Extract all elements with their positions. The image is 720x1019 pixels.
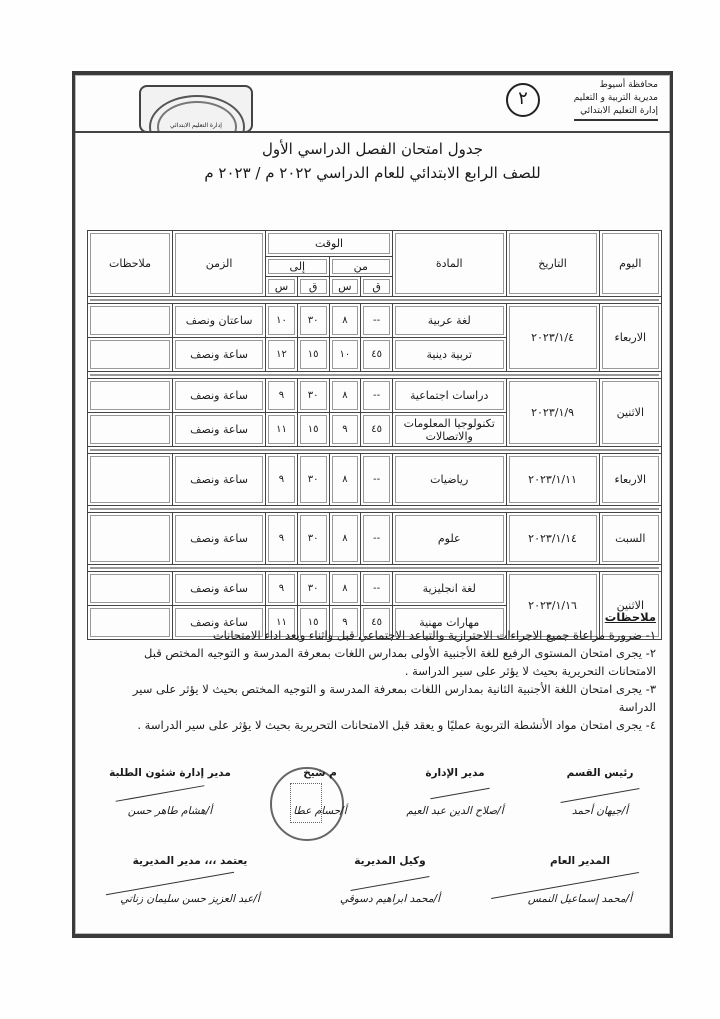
cell-to-minute: ١٥ bbox=[297, 338, 329, 372]
header-from: من bbox=[329, 257, 392, 277]
cell-to-minute: ١٥ bbox=[297, 413, 329, 447]
cell-duration: ساعة ونصف bbox=[173, 606, 266, 640]
cell-from-minute: -- bbox=[361, 572, 393, 606]
directorate: مديرية التربية و التعليم bbox=[573, 93, 658, 103]
separator-cell bbox=[88, 506, 662, 513]
cell-notes bbox=[88, 304, 173, 338]
cell-date: ٢٠٢٣/١/٤ bbox=[506, 304, 599, 372]
cell-subject: رياضيات bbox=[392, 454, 506, 506]
page-number-circle: ٢ bbox=[506, 83, 540, 117]
cell-to-hour: ٩ bbox=[266, 379, 298, 413]
cell-from-minute: -- bbox=[361, 379, 393, 413]
cell-to-hour: ١٠ bbox=[266, 304, 298, 338]
cell-from-hour: ٨ bbox=[329, 572, 361, 606]
header-subject: المادة bbox=[392, 231, 506, 297]
cell-subject: تربية دينية bbox=[392, 338, 506, 372]
header-to-minute: ق bbox=[297, 277, 329, 297]
schedule-body bbox=[88, 297, 662, 640]
cell-date: ٢٠٢٣/١/١٤ bbox=[506, 513, 599, 565]
cell-notes bbox=[88, 413, 173, 447]
row-separator bbox=[88, 447, 662, 454]
cell-day: الاربعاء bbox=[599, 454, 661, 506]
signature-student-affairs-director: مدير إدارة شئون الطلبة أ/هشام طاهر حسن bbox=[109, 767, 231, 817]
separator-cell bbox=[88, 447, 662, 454]
header-to-hour: س bbox=[266, 277, 298, 297]
cell-date: ٢٠٢٣/١/١٦ bbox=[506, 572, 599, 640]
cell-subject: علوم bbox=[392, 513, 506, 565]
notes-section bbox=[95, 608, 656, 734]
signature-head-of-section: رئيس القسم أ/جيهان أحمد bbox=[566, 767, 634, 817]
row-separator bbox=[88, 506, 662, 513]
cell-notes bbox=[88, 338, 173, 372]
cell-duration: ساعة ونصف bbox=[173, 338, 266, 372]
note-item: ١- ضرورة مراعاة جميع الاجراءات الاحترازية والتباعد الاجتماعي قبل واثناء وبعد اداء الامتحانات bbox=[212, 628, 656, 642]
cell-from-hour: ٨ bbox=[329, 454, 361, 506]
cell-duration: ساعة ونصف bbox=[173, 572, 266, 606]
title-line-2: للصف الرابع الابتدائي للعام الدراسي ٢٠٢٢ م / ٢٠٢٣ م bbox=[204, 164, 541, 182]
title-line-1: جدول امتحان الفصل الدراسي الأول bbox=[261, 140, 483, 158]
cell-notes bbox=[88, 454, 173, 506]
header-to: إلى bbox=[266, 257, 329, 277]
letterhead bbox=[574, 79, 658, 121]
header-notes: ملاحظات bbox=[88, 231, 173, 297]
logo-text: إدارة التعليم الابتدائي bbox=[170, 122, 222, 129]
cell-from-hour: ٩ bbox=[329, 413, 361, 447]
header-duration: الزمن bbox=[173, 231, 266, 297]
table-row bbox=[88, 379, 662, 413]
cell-subject: تكنولوجيا المعلومات والاتصالات bbox=[392, 413, 506, 447]
cell-duration: ساعتان ونصف bbox=[173, 304, 266, 338]
cell-to-hour: ١١ bbox=[266, 606, 298, 640]
cell-to-hour: ١٢ bbox=[266, 338, 298, 372]
cell-to-minute: ٣٠ bbox=[297, 379, 329, 413]
table-row bbox=[88, 572, 662, 606]
note-item: ٤- يجرى امتحان مواد الأنشطة التربوية عمليًا و يعقد قبل الامتحانات التحريرية بحيث لا يؤثر على سير الدراسة . bbox=[137, 718, 656, 732]
table-row bbox=[88, 454, 662, 506]
cell-from-minute: -- bbox=[361, 454, 393, 506]
cell-day: الاثنين bbox=[599, 572, 661, 640]
exam-schedule-table bbox=[87, 230, 662, 640]
signature-supervisor: م شيخ أ/حسام عطا bbox=[293, 767, 347, 817]
cell-from-hour: ١٠ bbox=[329, 338, 361, 372]
governorate: محافظة أسيوط bbox=[599, 80, 658, 90]
document-title bbox=[75, 137, 670, 185]
signature-general-director: المدير العام أ/محمد إسماعيل النمس bbox=[527, 855, 633, 905]
signature-administration-director: مدير الإدارة أ/صلاح الدين عبد العيم bbox=[406, 767, 504, 817]
cell-notes bbox=[88, 513, 173, 565]
header-time: الوقت bbox=[266, 231, 393, 257]
cell-notes bbox=[88, 572, 173, 606]
row-separator bbox=[88, 297, 662, 304]
signature-directorate-director: يعتمد ،،، مدير المديرية أ/عبد العزيز حسن سليمان زناتي bbox=[120, 855, 260, 905]
note-item: ٢- يجرى امتحان المستوى الرفيع للغة الأجنبية الأولى بمدارس اللغات بمعرفة المدرسة و التوجيه المختص قبل الامتحانات التحريرية بحيث لا يؤثر على سير الدراسة . bbox=[144, 646, 656, 678]
cell-from-minute: ٤٥ bbox=[361, 606, 393, 640]
cell-from-minute: ٤٥ bbox=[361, 413, 393, 447]
cell-duration: ساعة ونصف bbox=[173, 413, 266, 447]
cell-from-minute: -- bbox=[361, 513, 393, 565]
cell-day: الاثنين bbox=[599, 379, 661, 447]
cell-from-hour: ٨ bbox=[329, 304, 361, 338]
table-row bbox=[88, 304, 662, 338]
notes-heading: ملاحظات bbox=[604, 610, 656, 624]
cell-to-hour: ٩ bbox=[266, 572, 298, 606]
header-date: التاريخ bbox=[506, 231, 599, 297]
document-page bbox=[72, 71, 673, 938]
cell-to-hour: ١١ bbox=[266, 413, 298, 447]
cell-duration: ساعة ونصف bbox=[173, 454, 266, 506]
cell-day: الاربعاء bbox=[599, 304, 661, 372]
cell-to-minute: ٣٠ bbox=[297, 572, 329, 606]
note-item: ٣- يجرى امتحان اللغة الأجنبية الثانية بمدارس اللغات بمعرفة المدرسة و التوجيه المختص بحيث لا يؤثر على سير الدراسة bbox=[132, 682, 656, 714]
cell-to-minute: ١٥ bbox=[297, 606, 329, 640]
cell-date: ٢٠٢٣/١/٩ bbox=[506, 379, 599, 447]
row-separator bbox=[88, 565, 662, 572]
cell-from-minute: -- bbox=[361, 304, 393, 338]
signature-deputy-directorate: وكيل المديرية أ/محمد ابراهيم دسوقي bbox=[339, 855, 441, 905]
separator-cell bbox=[88, 372, 662, 379]
cell-from-minute: ٤٥ bbox=[361, 338, 393, 372]
cell-from-hour: ٨ bbox=[329, 379, 361, 413]
cell-duration: ساعة ونصف bbox=[173, 513, 266, 565]
table-row bbox=[88, 513, 662, 565]
row-separator bbox=[88, 372, 662, 379]
cell-date: ٢٠٢٣/١/١١ bbox=[506, 454, 599, 506]
cell-subject: لغة عربية bbox=[392, 304, 506, 338]
cell-from-hour: ٩ bbox=[329, 606, 361, 640]
cell-subject: مهارات مهنية bbox=[392, 606, 506, 640]
cell-subject: لغة انجليزية bbox=[392, 572, 506, 606]
cell-to-hour: ٩ bbox=[266, 454, 298, 506]
cell-to-minute: ٣٠ bbox=[297, 304, 329, 338]
cell-day: السبت bbox=[599, 513, 661, 565]
department-logo-icon bbox=[139, 85, 253, 133]
header-divider bbox=[75, 131, 670, 133]
header-day: اليوم bbox=[599, 231, 661, 297]
cell-from-hour: ٨ bbox=[329, 513, 361, 565]
cell-notes bbox=[88, 379, 173, 413]
header-from-hour: س bbox=[329, 277, 361, 297]
separator-cell bbox=[88, 565, 662, 572]
cell-subject: دراسات اجتماعية bbox=[392, 379, 506, 413]
separator-cell bbox=[88, 297, 662, 304]
signatures-block bbox=[85, 767, 660, 927]
cell-to-minute: ٣٠ bbox=[297, 454, 329, 506]
department: إدارة التعليم الابتدائي bbox=[574, 105, 658, 121]
cell-duration: ساعة ونصف bbox=[173, 379, 266, 413]
cell-to-hour: ٩ bbox=[266, 513, 298, 565]
header-from-minute: ق bbox=[361, 277, 393, 297]
cell-to-minute: ٣٠ bbox=[297, 513, 329, 565]
